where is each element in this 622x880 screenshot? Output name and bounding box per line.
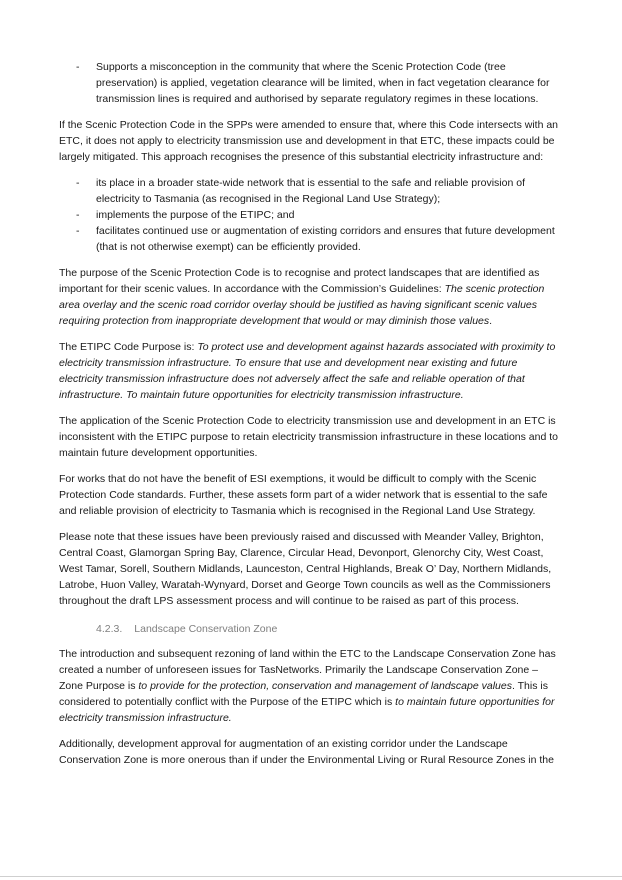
- document-page: [59, 59, 564, 778]
- paragraph-etipc-purpose: The ETIPC Code Purpose is: To protect use and development against hazards associated with proximity to electricity transmission infrastructure. To ensure that use and development near existing and future electricity transmission infrastructure does not adversely affect the safe and reliable operation of that infrastructure. To maintain future opportunities for electricity transmission infrastructure.: [59, 341, 556, 401]
- list-item: [59, 207, 564, 223]
- list-item: [59, 223, 564, 255]
- paragraph-scenic-purpose: The purpose of the Scenic Protection Code is to recognise and protect landscapes that are identified as important for their scenic values. In accordance with the Commission’s Guidelines: The scenic protection area overlay and the scenic road corridor overlay should be justified as having significant scenic values requiring protection from inappropriate development that would or may diminish those values.: [59, 267, 545, 327]
- section-title: Landscape Conservation Zone: [134, 623, 278, 635]
- paragraph-inconsistency: The application of the Scenic Protection Code to electricity transmission use and development in an ETC is inconsistent with the ETIPC purpose to retain electricity transmission infrastructure in these locations and to maintain future development opportunities.: [59, 415, 558, 459]
- section-number: 4.2.3.: [96, 623, 123, 635]
- dash-bullet: -: [76, 177, 80, 189]
- list-item-text: its place in a broader state-wide network that is essential to the safe and reliable provision of electricity to Tasmania (as recognised in the Regional Land Use Strategy);: [96, 177, 525, 205]
- paragraph-augmentation: Additionally, development approval for augmentation of an existing corridor under the Landscape Conservation Zone is more onerous than if under the Environmental Living or Rural Resource Zones in the: [59, 738, 554, 766]
- misconception-list: [59, 59, 564, 107]
- list-item-text: implements the purpose of the ETIPC; and: [96, 209, 295, 221]
- recognition-list: [59, 175, 564, 255]
- section-heading: [96, 621, 564, 637]
- list-item: [59, 175, 564, 207]
- dash-bullet: -: [76, 209, 80, 221]
- list-item-text: Supports a misconception in the community that where the Scenic Protection Code (tree preservation) is applied, vegetation clearance will be limited, when in fact vegetation clearance for transmission lines is required and authorised by separate regulatory regimes in these locations.: [96, 61, 550, 105]
- list-item: [59, 59, 564, 107]
- paragraph-councils: Please note that these issues have been previously raised and discussed with Meander Valley, Brighton, Central Coast, Glamorgan Spring Bay, Clarence, Circular Head, Devonport, Glenorchy City, West Coast, West Tamar, Sorell, Southern Midlands, Launceston, Central Highlands, Break O’ Day, Northern Midlands, Latrobe, Huon Valley, Waratah-Wynyard, Dorset and George Town councils as well as the Commissioners throughout the draft LPS assessment process and will continue to be raised as part of this process.: [59, 531, 552, 607]
- page-edge-rule: [0, 876, 622, 877]
- dash-bullet: -: [76, 61, 80, 73]
- list-item-text: facilitates continued use or augmentation of existing corridors and ensures that future development (that is not otherwise exempt) can be efficiently provided.: [96, 225, 555, 253]
- paragraph-esi-exemptions: For works that do not have the benefit of ESI exemptions, it would be difficult to comply with the Scenic Protection Code standards. Further, these assets form part of a wider network that is essential to the safe and reliable provision of electricity to Tasmania which is recognised in the Regional Land Use Strategy.: [59, 473, 548, 517]
- paragraph-amendment: If the Scenic Protection Code in the SPPs were amended to ensure that, where this Code intersects with an ETC, it does not apply to electricity transmission use and development in that ETC, these impacts could be largely mitigated. This approach recognises the presence of this substantial electricity infrastructure and:: [59, 119, 559, 163]
- dash-bullet: -: [76, 225, 80, 237]
- paragraph-landscape-zone: The introduction and subsequent rezoning of land within the ETC to the Landscape Conservation Zone has created a number of unforeseen issues for TasNetworks. Primarily the Landscape Conservation Zone – Zone Purpose is to provide for the protection, conservation and management of landscape values. This is considered to potentially conflict with the Purpose of the ETIPC which is to maintain future opportunities for electricity transmission infrastructure.: [59, 648, 556, 724]
